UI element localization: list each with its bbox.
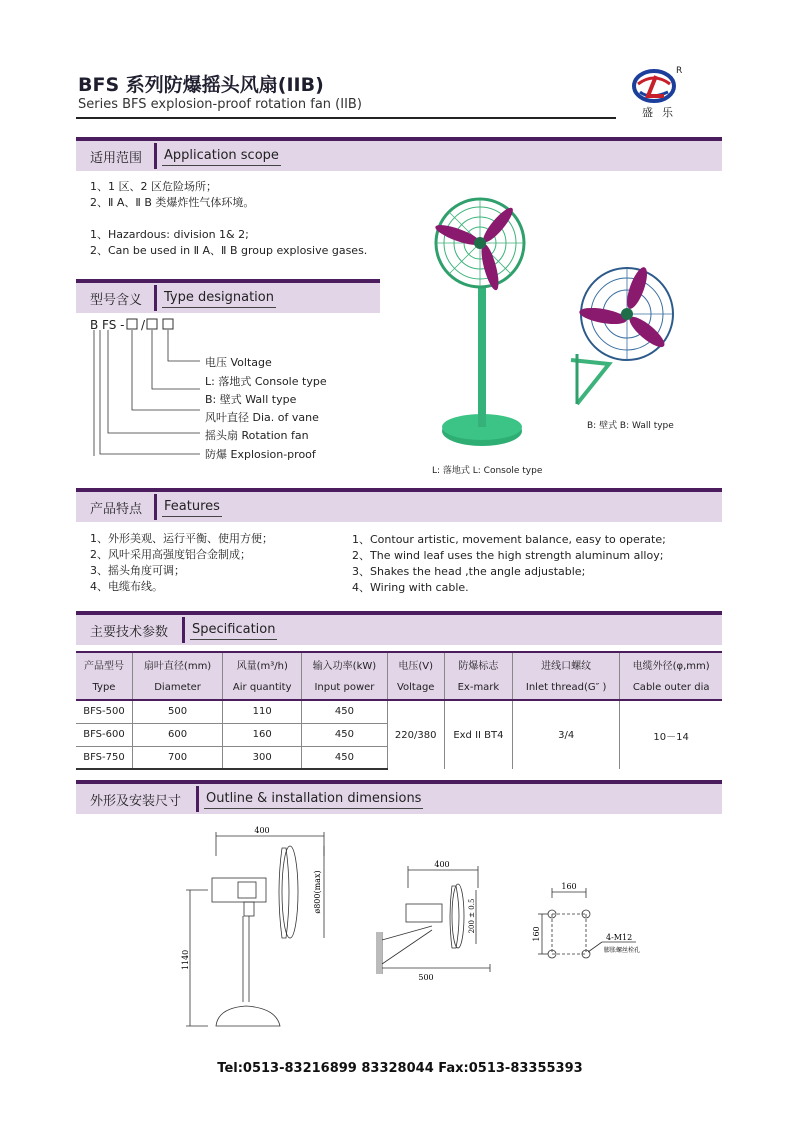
legend-item: 摇头扇 Rotation fan <box>205 429 309 442</box>
type-designation-diagram <box>90 316 200 466</box>
feature-cn: 2、风叶采用高强度铝合金制成； <box>90 548 251 561</box>
section-title-cn: 型号含义 <box>90 293 143 308</box>
col-header: Type <box>76 676 132 700</box>
legend-item: 风叶直径 Dia. of vane <box>205 411 319 424</box>
spec-table <box>76 651 722 770</box>
col-header: 防爆标志 <box>444 652 512 676</box>
col-header: 电压(V) <box>387 652 444 676</box>
table-header-row-cn <box>76 652 722 676</box>
page-subtitle: Series BFS explosion-proof rotation fan (IIB) <box>78 97 362 112</box>
section-header-features <box>76 492 722 522</box>
section-title-cn: 主要技术参数 <box>90 625 169 640</box>
registered-mark: R <box>676 66 683 76</box>
col-header: 电缆外径(φ,mm) <box>620 652 722 676</box>
dim-wall-height: 200 ± 0.5 <box>468 898 476 934</box>
dim-bolt-h: 160 <box>561 882 577 891</box>
scope-cn-1: 1、1 区、2 区危险场所； <box>90 180 217 193</box>
legend-item: 防爆 Explosion-proof <box>205 448 316 461</box>
dim-console-diameter: ø800(max) <box>313 870 322 914</box>
legend-item: B: 壁式 Wall type <box>205 393 297 406</box>
col-header: 产品型号 <box>76 652 132 676</box>
console-caption: L: 落地式 L: Console type <box>432 466 543 476</box>
page-title: BFS 系列防爆摇头风扇(IIB) <box>78 74 324 96</box>
section-title-cn: 适用范围 <box>90 151 143 166</box>
footer-contact: Tel:0513-83216899 83328044 Fax:0513-83355393 <box>217 1061 583 1076</box>
col-header: Air quantity <box>223 676 302 700</box>
bolt-hole-diagram <box>530 880 640 976</box>
wall-fan-image <box>565 258 675 408</box>
col-header: Diameter <box>132 676 222 700</box>
bolt-spec: 4-M12 <box>606 933 633 942</box>
feature-en: 1、Contour artistic, movement balance, easy to operate; <box>352 533 666 546</box>
table-header-row-en <box>76 676 722 700</box>
type-code-prefix: B FS - <box>90 318 125 332</box>
dim-bolt-v: 160 <box>532 926 541 942</box>
feature-cn: 1、外形美观、运行平衡、使用方便； <box>90 532 273 545</box>
col-header: Cable outer dia <box>620 676 722 700</box>
feature-cn: 4、电缆布线。 <box>90 580 163 593</box>
scope-en-1: 1、Hazardous: division 1& 2; <box>90 228 249 241</box>
col-header: 扇叶直径(mm) <box>132 652 222 676</box>
type-code-slash: / <box>141 318 146 332</box>
section-header-outline <box>76 784 722 814</box>
dim-wall-arm: 500 <box>418 973 434 982</box>
col-header: Ex-mark <box>444 676 512 700</box>
col-header: 进线口螺纹 <box>513 652 620 676</box>
dim-wall-width: 400 <box>434 860 450 869</box>
console-fan-drawing <box>178 826 338 1038</box>
dim-console-height: 1140 <box>181 949 190 971</box>
col-header: Voltage <box>387 676 444 700</box>
section-title-cn: 产品特点 <box>90 502 143 517</box>
brand-logo-text: 盛乐 <box>642 106 682 119</box>
scope-en-2: 2、Can be used in Ⅱ A、Ⅱ B group explosive gases. <box>90 244 368 257</box>
col-header: 风量(m³/h) <box>223 652 302 676</box>
legend-item: 电压 Voltage <box>205 356 272 369</box>
section-title-cn: 外形及安装尺寸 <box>90 794 182 809</box>
table-row: BFS-500 500 110 450 220/380 Exd II BT4 3/4 10－14 <box>76 700 722 723</box>
shared-voltage: 220/380 <box>387 700 444 769</box>
table-row: BFS-750 700 300 450 <box>76 746 722 769</box>
header-divider <box>76 117 616 119</box>
feature-en: 2、The wind leaf uses the high strength aluminum alloy; <box>352 549 664 562</box>
col-header: Input power <box>302 676 387 700</box>
shared-thread: 3/4 <box>513 700 620 769</box>
legend-item: L: 落地式 Console type <box>205 375 327 388</box>
section-header-scope <box>76 141 722 171</box>
wall-fan-drawing <box>372 856 502 986</box>
col-header: 输入功率(kW) <box>302 652 387 676</box>
section-title-en: Features <box>162 499 222 517</box>
section-title-en: Application scope <box>162 148 281 166</box>
console-fan-image <box>420 195 550 450</box>
shared-exmark: Exd II BT4 <box>444 700 512 769</box>
shared-cable: 10－14 <box>620 700 722 769</box>
col-header: Inlet thread(G″ ) <box>513 676 620 700</box>
table-row: BFS-600 600 160 450 <box>76 723 722 746</box>
feature-en: 3、Shakes the head ,the angle adjustable; <box>352 565 586 578</box>
section-header-spec <box>76 615 722 645</box>
feature-cn: 3、摇头角度可调； <box>90 564 185 577</box>
feature-en: 4、Wiring with cable. <box>352 581 469 594</box>
section-title-en: Type designation <box>162 290 276 308</box>
bolt-note: 膨胀螺丝栓孔 <box>604 947 640 954</box>
dim-console-width: 400 <box>254 826 270 835</box>
section-title-en: Outline & installation dimensions <box>204 791 423 809</box>
section-title-en: Specification <box>190 622 277 640</box>
scope-cn-2: 2、Ⅱ A、Ⅱ B 类爆炸性气体环境。 <box>90 196 255 209</box>
section-header-type <box>76 283 380 313</box>
wall-caption: B: 壁式 B: Wall type <box>587 421 674 431</box>
